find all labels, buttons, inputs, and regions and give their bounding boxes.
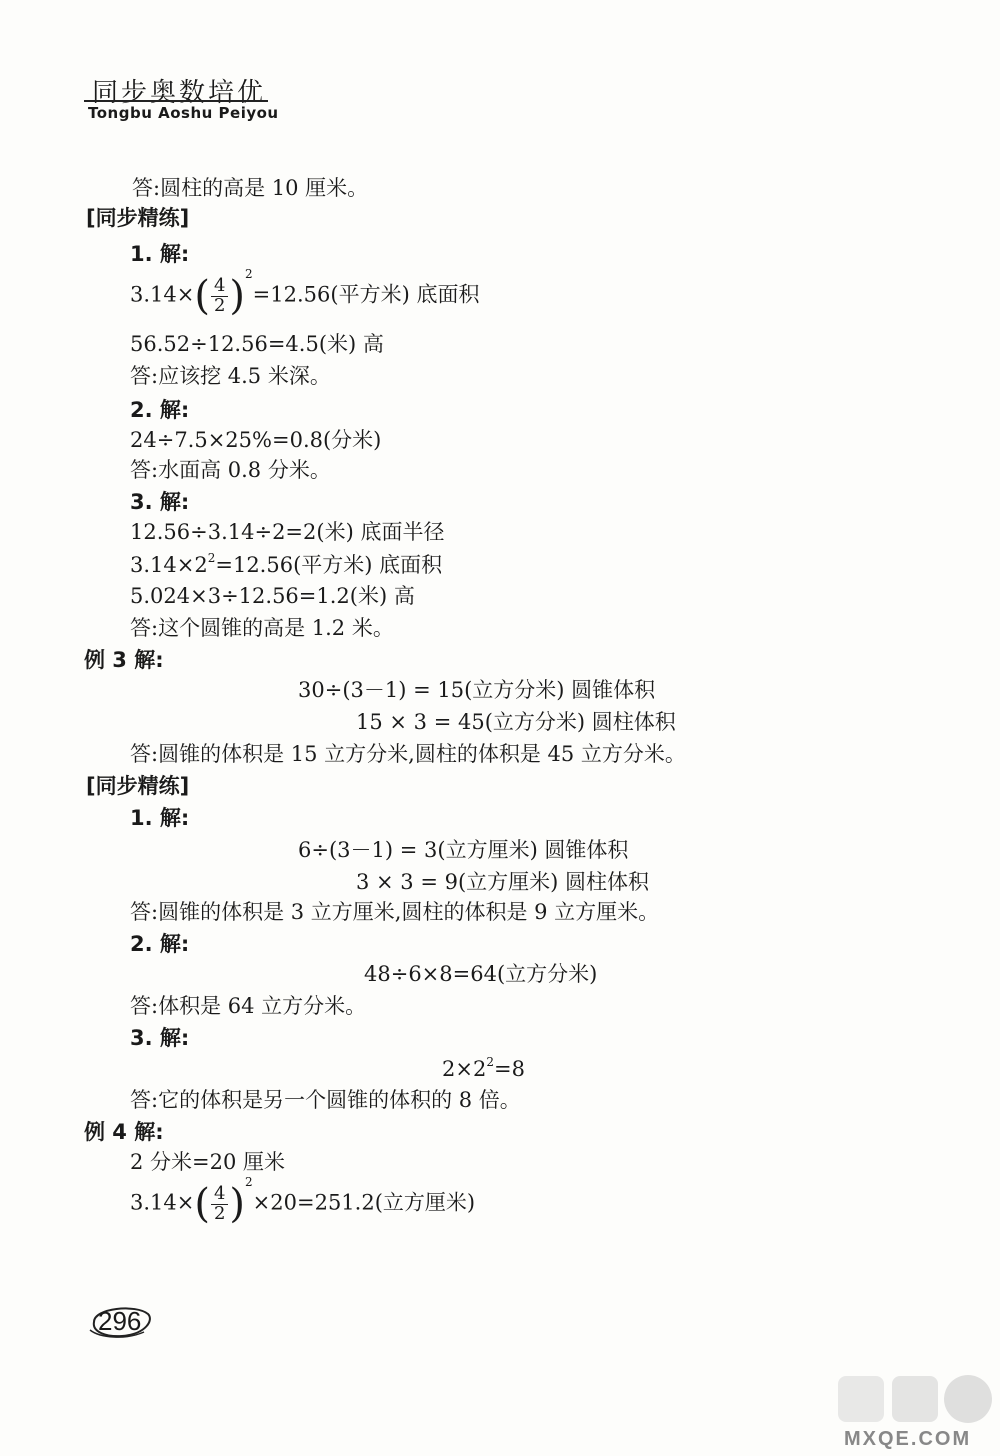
equation-line: 12.56÷3.14÷2=2(米) 底面半径	[130, 520, 445, 544]
answer-line: 答:圆锥的体积是 3 立方厘米,圆柱的体积是 9 立方厘米。	[130, 900, 660, 924]
page-number-badge	[92, 1302, 156, 1338]
exponent: 2	[245, 266, 253, 281]
equation-line: 30÷(3－1) = 15(立方分米) 圆锥体积	[298, 678, 656, 702]
equation-line: $3.14\times 2^2=12.56$(平方米) 底面积	[130, 551, 443, 577]
equation-fraction-2: 3.14×( $\frac{4}{2}$ )$^2$×20=251.2(立方厘米)	[130, 1174, 476, 1227]
equation-line: 2 分米=20 厘米	[130, 1150, 286, 1174]
book-title-pinyin: Tongbu Aoshu Peiyou	[88, 104, 279, 122]
answer-line: 答:体积是 64 立方分米。	[130, 994, 367, 1018]
header-rule	[84, 100, 268, 102]
fraction: $\frac{4}{2}$	[211, 1185, 228, 1224]
answer-line: 答:这个圆锥的高是 1.2 米。	[130, 616, 394, 640]
example-heading: 例 4 解:	[84, 1120, 164, 1144]
problem-heading: 1. 解:	[130, 242, 190, 266]
equation-line: 6÷(3－1) = 3(立方厘米) 圆锥体积	[298, 838, 629, 862]
answer-line: 答:圆锥的体积是 15 立方分米,圆柱的体积是 45 立方分米。	[130, 742, 686, 766]
equation-line: 24÷7.5×25%=0.8(分米)	[130, 428, 382, 452]
problem-heading: 3. 解:	[130, 490, 190, 514]
equation-fraction-1: 3.14×( $\frac{4}{2}$ )$^2$=12.56(平方米) 底面积	[130, 266, 480, 319]
equation-line: $2\times 2^2=8$	[442, 1055, 525, 1081]
problem-heading: 1. 解:	[130, 806, 190, 830]
problem-heading: 2. 解:	[130, 932, 190, 956]
fraction: $\frac{4}{2}$	[211, 277, 228, 316]
example-heading: 例 3 解:	[84, 648, 164, 672]
equation-line: 5.024×3÷12.56=1.2(米) 高	[130, 584, 415, 608]
equation-prefix: 3.14×	[130, 282, 195, 307]
equation-line: 15 × 3 = 45(立方分米) 圆柱体积	[356, 710, 676, 734]
watermark-text: MXQE.COM	[844, 1428, 972, 1450]
equation-suffix: =12.56(平方米) 底面积	[252, 282, 480, 307]
answer-line: 答:圆柱的高是 10 厘米。	[132, 176, 369, 200]
equation-line: 3 × 3 = 9(立方厘米) 圆柱体积	[356, 870, 650, 894]
problem-heading: 3. 解:	[130, 1026, 190, 1050]
answer-line: 答:它的体积是另一个圆锥的体积的 8 倍。	[130, 1088, 521, 1112]
answer-line: 答:应该挖 4.5 米深。	[130, 364, 331, 388]
answer-line: 答:水面高 0.8 分米。	[130, 458, 331, 482]
page-number: 296	[98, 1306, 142, 1336]
equation-line: 56.52÷12.56=4.5(米) 高	[130, 332, 384, 356]
section-heading: [同步精练]	[86, 206, 190, 230]
section-heading: [同步精练]	[86, 774, 190, 798]
book-title: 同步奥数培优	[92, 78, 267, 108]
equation-line: 48÷6×8=64(立方分米)	[364, 962, 598, 986]
problem-heading: 2. 解:	[130, 398, 190, 422]
